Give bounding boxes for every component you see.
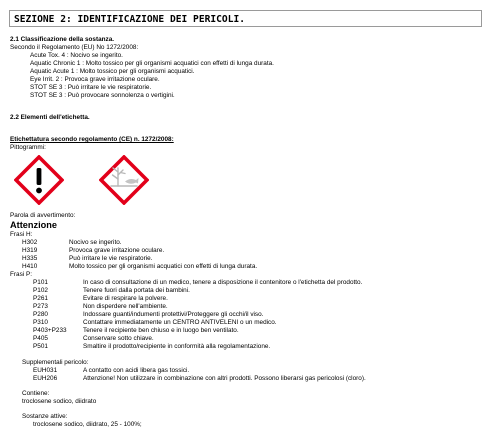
section-header-box	[9, 10, 482, 27]
supplemental-label: Supplementali pericolo:	[22, 359, 89, 366]
p-phrase-text: Indossare guanti/indumenti protettivi/Proteggere gli occhi/il viso.	[83, 311, 264, 318]
p-phrase-text: Evitare di respirare la polvere.	[83, 295, 168, 302]
supplemental-code: EUH031	[33, 367, 58, 374]
exclamation-mark-pictogram-icon	[14, 155, 64, 205]
classification-item: STOT SE 3 : Può provocare sonnolenza o vertigini.	[30, 92, 175, 99]
supplemental-text: Attenzione! Non utilizzare in combinazione con altri prodotti. Possono liberarsi gas pericolosi (cloro).	[83, 375, 366, 382]
p-phrase-code: P310	[33, 319, 48, 326]
h-phrase-code: H302	[22, 239, 38, 246]
signal-word: Attenzione	[10, 220, 57, 230]
p-phrase-code: P273	[33, 303, 48, 310]
label-elements-heading: 2.2 Elementi dell'etichetta.	[10, 114, 90, 121]
contains-label: Contiene:	[22, 390, 50, 397]
h-phrase-text: Nocivo se ingerito.	[69, 239, 122, 246]
h-phrase-text: Provoca grave irritazione oculare.	[69, 247, 165, 254]
h-phrase-text: Molto tossico per gli organismi acquatici con effetti di lunga durata.	[69, 263, 258, 270]
labelling-regulation-heading: Etichettatura secondo regolamento (CE) n. 1272/2008:	[10, 136, 174, 143]
p-phrase-code: P501	[33, 343, 48, 350]
pictograms-label: Pittogrammi:	[10, 144, 46, 151]
p-phrase-text: Non disperdere nell'ambiente.	[83, 303, 168, 310]
active-substances-value: troclosene sodico, diidrato, 25 - 100%;	[33, 421, 142, 428]
contains-value: troclosene sodico, diidrato	[22, 398, 97, 405]
p-phrases-label: Frasi P:	[10, 271, 33, 278]
p-phrase-code: P403+P233	[33, 327, 67, 334]
supplemental-text: A contatto con acidi libera gas tossici.	[83, 367, 190, 374]
p-phrase-code: P280	[33, 311, 48, 318]
section-title: SEZIONE 2: IDENTIFICAZIONE DEI PERICOLI.	[14, 14, 246, 25]
p-phrase-text: In caso di consultazione di un medico, tenere a disposizione il contenitore o l'etichetta del prodotto.	[83, 279, 363, 286]
p-phrase-code: P101	[33, 279, 48, 286]
p-phrase-text: Smaltire il prodotto/recipiente in conformità alla regolamentazione.	[83, 343, 271, 350]
classification-item: STOT SE 3 : Può irritare le vie respiratorie.	[30, 84, 152, 91]
p-phrase-text: Conservare sotto chiave.	[83, 335, 154, 342]
h-phrase-code: H410	[22, 263, 38, 270]
classification-item: Acute Tox. 4 : Nocivo se ingerito.	[30, 52, 123, 59]
classification-item: Aquatic Chronic 1 : Molto tossico per gli organismi acquatici con effetti di lunga durata.	[30, 60, 274, 67]
classification-heading: 2.1 Classificazione della sostanza.	[10, 36, 115, 43]
h-phrases-label: Frasi H:	[10, 231, 33, 238]
environment-pictogram-icon	[99, 155, 149, 205]
p-phrase-text: Contattare immediatamente un CENTRO ANTIVELENI o un medico.	[83, 319, 277, 326]
classification-item: Eye Irrit. 2 : Provoca grave irritazione oculare.	[30, 76, 160, 83]
h-phrase-code: H319	[22, 247, 38, 254]
signal-word-label: Parola di avvertimento:	[10, 212, 76, 219]
active-substances-label: Sostanze attive:	[22, 413, 68, 420]
p-phrase-code: P261	[33, 295, 48, 302]
supplemental-code: EUH206	[33, 375, 58, 382]
p-phrase-text: Tenere il recipiente ben chiuso e in luogo ben ventilato.	[83, 327, 239, 334]
classification-item: Aquatic Acute 1 : Molto tossico per gli organismi acquatici.	[30, 68, 195, 75]
p-phrase-text: Tenere fuori dalla portata dei bambini.	[83, 287, 190, 294]
p-phrase-code: P102	[33, 287, 48, 294]
p-phrase-code: P405	[33, 335, 48, 342]
h-phrase-code: H335	[22, 255, 38, 262]
h-phrase-text: Può irritare le vie respiratorie.	[69, 255, 153, 262]
classification-regulation: Secondo il Regolamento (EU) No 1272/2008:	[10, 44, 139, 51]
